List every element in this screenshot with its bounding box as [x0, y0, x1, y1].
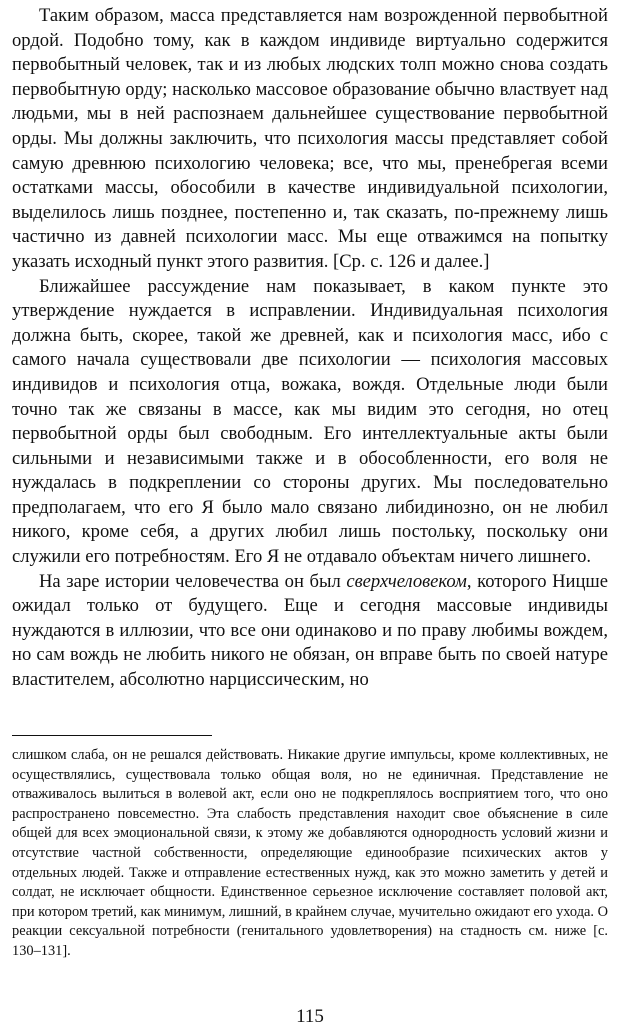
- paragraph-3-start: На заре истории человечества он был: [39, 570, 347, 592]
- emphasized-term: сверхчеловеком: [346, 570, 467, 592]
- paragraph-3-end: , которого Ницше ожидал только от будущего. Еще и сегодня массовые индивиды нуждаются в иллюзии, что все они одинаково и по праву любимы вождем, но сам вождь не любить никого не обязан, он вправе быть по своей натуре властителем, абсолютно нарциссическим, но: [12, 570, 608, 691]
- page-number: 115: [296, 1006, 324, 1027]
- main-text: [12, 4, 608, 693]
- paragraph-2: Ближайшее рассуждение нам показывает, в каком пункте это утверждение нуждается в исправлении. Индивидуальная психология должна быть, скорее, такой же древней, как и психология масс, ибо с самого начала существовали две психологии — психология массовых индивидов и психология отца, вожака, вождя. Отдельные люди были точно так же связаны в массе, как мы видим это сегодня, но отец первобытной орды был свободным. Его интеллектуальные акты были сильными и независимыми также и в обособленности, его воля не нуждалась в подкреплении со стороны других. Мы последовательно предполагаем, что его Я было мало связано либидинозно, он не любил никого, кроме себя, а других любил лишь постольку, поскольку они служили его потребностям. Его Я не отдавало объектам ничего лишнего.: [12, 275, 608, 568]
- paragraph-1: Таким образом, масса представляется нам возрожденной первобытной ордой. Подобно тому, как в каждом индивиде виртуально содержится первобытный человек, так и из любых людских толп можно снова создать первобытную орду; насколько массовое образование обычно властвует над людьми, мы в ней распознаем дальнейшее существование первобытной орды. Мы должны заключить, что психология массы представляет собой самую древнюю психологию человека; все, что мы, пренебрегая всеми остатками массы, обособили в качестве индивидуальной психологии, выделилось лишь позднее, постепенно и, так сказать, по-прежнему лишь частично из давней психологии масс. Мы еще отважимся на попытку указать исходный пункт этого развития. [Ср. с. 126 и далее.]: [12, 5, 608, 272]
- footnote-divider: [12, 735, 212, 736]
- footnote-text: слишком слаба, он не решался действовать. Никакие другие импульсы, кроме коллективных, не осуществлялись, существовала только общая воля, но не единичная. Представление не отваживалось вылиться в волевой акт, если оно не подкреплялось восприятием того, что оно распространено повсеместно. Эта слабость представления находит свое объяснение в силе общей для всех эмоциональной связи, к этому же добавляются однородность условий жизни и отсутствие частной собственности, определяющие единообразие психических актов у отдельных людей. Также и отправление естественных нужд, как это можно заметить у детей и солдат, не исключает общности. Единственное серьезное исключение составляет половой акт, при котором третий, как минимум, лишний, в крайнем случае, мучительно ожидают его ухода. О реакции сексуальной потребности (генитального удовлетворения) на стадность см. ниже [с. 130–131].: [12, 747, 609, 959]
- paragraph-3: [12, 570, 608, 693]
